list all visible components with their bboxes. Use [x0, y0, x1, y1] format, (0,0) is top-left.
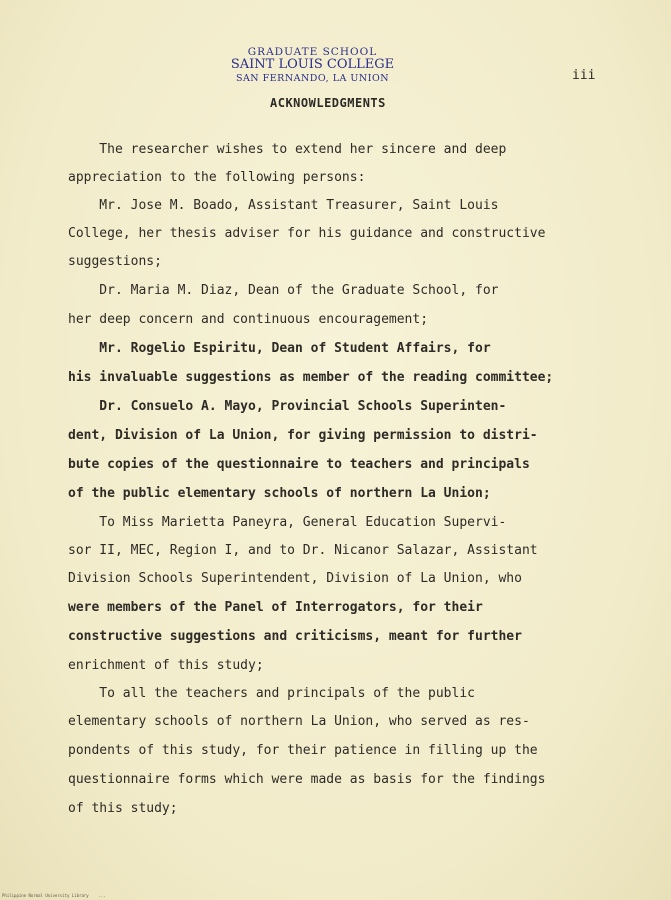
body-line: questionnaire forms which were made as basis for the findings [68, 772, 546, 787]
scan-footer: Philippine Normal University Library ... [2, 893, 106, 898]
body-line: The researcher wishes to extend her sincere and deep [68, 142, 507, 157]
body-line: sor II, MEC, Region I, and to Dr. Nicanor Salazar, Assistant [68, 543, 538, 558]
body-line: appreciation to the following persons: [68, 170, 366, 185]
body-line: bute copies of the questionnaire to teachers and principals [68, 457, 530, 472]
body-line: of this study; [68, 801, 178, 816]
body-line: dent, Division of La Union, for giving permission to distri- [68, 428, 538, 443]
body-line: Dr. Maria M. Diaz, Dean of the Graduate School, for [68, 283, 499, 298]
letterhead [200, 46, 425, 85]
body-line: Dr. Consuelo A. Mayo, Provincial Schools Superinten- [68, 399, 507, 414]
body-line: To Miss Marietta Paneyra, General Education Supervi- [68, 515, 507, 530]
body-line: her deep concern and continuous encouragement; [68, 312, 429, 327]
body-line: College, her thesis adviser for his guidance and constructive [68, 226, 546, 241]
letterhead-college: SAINT LOUIS COLLEGE [230, 57, 395, 72]
body-line: Mr. Rogelio Espiritu, Dean of Student Affairs, for [68, 341, 491, 356]
page-number: iii [572, 68, 596, 83]
body-line: suggestions; [68, 254, 162, 269]
letterhead-school: GRADUATE SCHOOL [247, 46, 378, 58]
body-line: pondents of this study, for their patience in filling up the [68, 743, 538, 758]
body-line: his invaluable suggestions as member of the reading committee; [68, 370, 554, 385]
body-line: Division Schools Superintendent, Division of La Union, who [68, 571, 522, 586]
body-line: constructive suggestions and criticisms, meant for further [68, 629, 522, 644]
body-line: enrichment of this study; [68, 658, 264, 673]
body-line: Mr. Jose M. Boado, Assistant Treasurer, Saint Louis [68, 198, 499, 213]
body-line: elementary schools of northern La Union, who served as res- [68, 714, 530, 729]
body-line: were members of the Panel of Interrogators, for their [68, 600, 483, 615]
letterhead-address: SAN FERNANDO, LA UNION [235, 73, 390, 84]
body-line: of the public elementary schools of northern La Union; [68, 486, 491, 501]
page-heading: ACKNOWLEDGMENTS [270, 96, 386, 110]
body-line: To all the teachers and principals of the public [68, 686, 475, 701]
